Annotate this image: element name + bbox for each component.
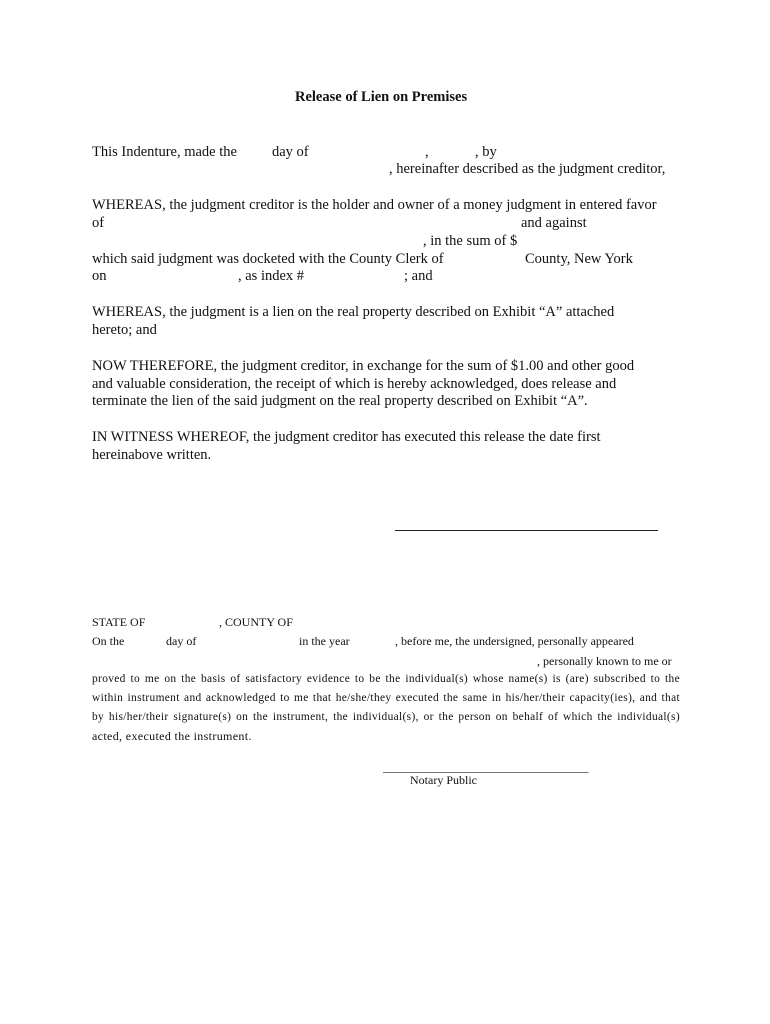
witness-line2: hereinabove written. — [92, 447, 212, 463]
notary-public-label: Notary Public — [410, 773, 477, 787]
whereas1-and: ; and — [404, 268, 433, 284]
notary-day-of: day of — [166, 634, 197, 648]
notary-personally-known: , personally known to me or — [537, 654, 672, 668]
whereas1-line1: WHEREAS, the judgment creditor is the holder and owner of a money judgment in entered favor — [92, 197, 657, 213]
notary-para-line2: within instrument and acknowledged to me that he/she/they executed the same in his/her/their capacity(ies), and that — [92, 692, 680, 704]
indenture-by: , by — [475, 144, 497, 160]
whereas1-index: , as index # — [238, 268, 305, 284]
notary-before-me: , before me, the undersigned, personally appeared — [395, 634, 634, 648]
notary-on-the: On the — [92, 634, 125, 648]
now-therefore-line2: and valuable consideration, the receipt of which is hereby acknowledged, does release and — [92, 376, 617, 392]
indenture-comma: , — [425, 144, 429, 160]
notary-signature-line: ____________________________________ — [383, 760, 589, 774]
now-therefore-line3: terminate the lien of the said judgment on the real property described on Exhibit “A”. — [92, 393, 588, 409]
creditor-signature-line — [395, 530, 658, 531]
notary-para-line3: by his/her/their signature(s) on the instrument, the individual(s), or the person on behalf of which the individual(s) — [92, 711, 680, 723]
notary-in-the-year: in the year — [299, 634, 350, 648]
now-therefore-line1: NOW THEREFORE, the judgment creditor, in exchange for the sum of $1.00 and other good — [92, 358, 635, 374]
whereas1-docketed: which said judgment was docketed with the County Clerk of — [92, 251, 444, 267]
whereas1-sum: , in the sum of $ — [423, 233, 518, 249]
notary-para-line4: acted, executed the instrument. — [92, 729, 252, 743]
whereas2-line2: hereto; and — [92, 322, 157, 338]
indenture-creditor-desc: , hereinafter described as the judgment creditor, — [389, 161, 666, 177]
notary-para-line1: proved to me on the basis of satisfactory evidence to be the individual(s) whose name(s) is (are) subscribed to the — [92, 673, 680, 685]
whereas1-county-ny: County, New York — [525, 251, 633, 267]
whereas2-line1: WHEREAS, the judgment is a lien on the real property described on Exhibit “A” attached — [92, 304, 615, 320]
whereas1-of: of — [92, 215, 105, 231]
witness-line1: IN WITNESS WHEREOF, the judgment creditor has executed this release the date first — [92, 429, 601, 445]
document-title: Release of Lien on Premises — [295, 89, 468, 105]
notary-state-of: STATE OF — [92, 615, 146, 629]
indenture-made-the: This Indenture, made the — [92, 144, 237, 160]
indenture-day-of: day of — [272, 144, 309, 160]
whereas1-on: on — [92, 268, 107, 284]
whereas1-and-against: and against — [521, 215, 587, 231]
notary-county-of: , COUNTY OF — [219, 615, 293, 629]
